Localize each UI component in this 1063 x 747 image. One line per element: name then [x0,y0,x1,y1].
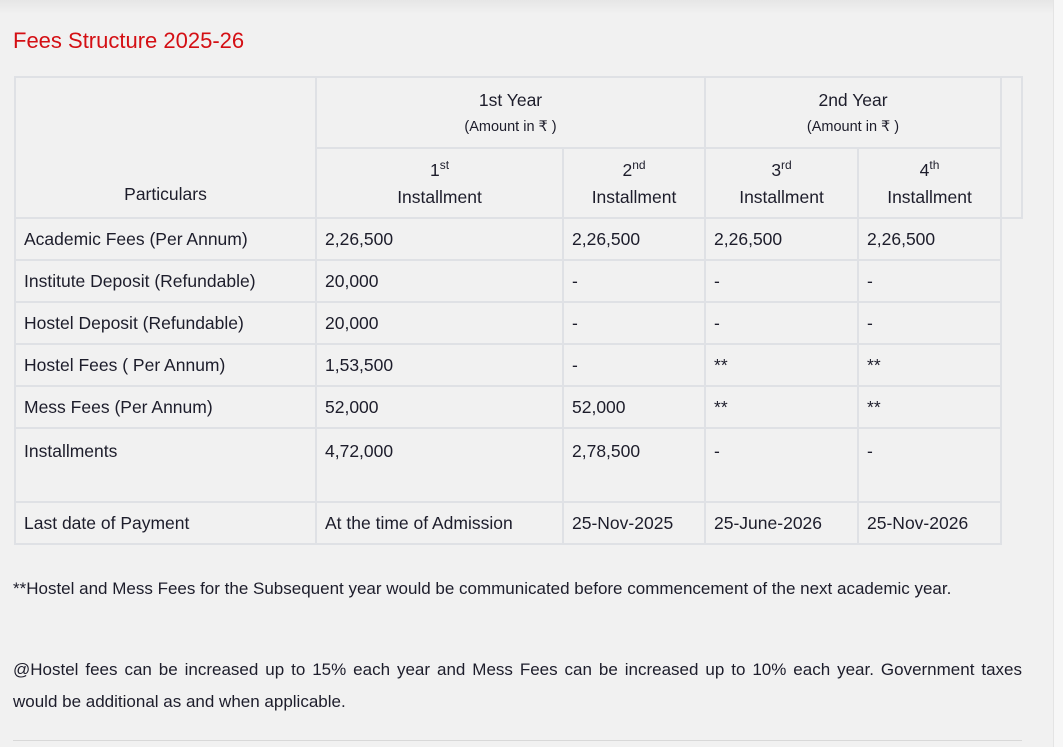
installment-label: Installment [887,186,972,207]
installment-num: 3 [771,159,782,180]
table-row [15,428,1022,502]
divider [13,740,1022,741]
table-row [15,302,1022,344]
cell-installment-1: 2,26,500 [316,218,563,260]
cell-installment-1: 4,72,000 [316,428,563,502]
installment-suffix: rd [781,158,792,173]
cell-installment-1: 1,53,500 [316,344,563,386]
row-label: Academic Fees (Per Annum) [15,218,316,260]
table-body [15,218,1022,544]
cell-installment-2: - [563,344,705,386]
cell-installment-3: ** [705,344,858,386]
header-particulars [15,77,316,218]
installment-number [622,160,645,180]
cell-installment-2: 25-Nov-2025 [563,502,705,544]
table-row [15,218,1022,260]
amount-note: (Amount in ₹ ) [806,119,900,135]
row-label: Mess Fees (Per Annum) [15,386,316,428]
cell-installment-1: 52,000 [316,386,563,428]
row-label: Hostel Fees ( Per Annum) [15,344,316,386]
cell-installment-4: ** [858,344,1001,386]
header-row-years [15,77,1022,148]
table-row [15,386,1022,428]
note-fee-increase: @Hostel fees can be increased up to 15% each year and Mess Fees can be increased up to 10% each year. Government taxes would be additional as and when applicable. [13,660,1022,711]
row-label: Last date of Payment [15,502,316,544]
cell-installment-4: - [858,260,1001,302]
cell-installment-4: - [858,428,1001,502]
header-year-2 [705,77,1001,148]
cell-installment-4: ** [858,386,1001,428]
row-label: Institute Deposit (Refundable) [15,260,316,302]
cell-installment-3: - [705,428,858,502]
installment-suffix: nd [632,158,646,173]
table-row [15,260,1022,302]
header-installment-2 [563,148,705,218]
fees-table [14,76,1023,545]
cell-installment-2: - [563,302,705,344]
table-row [15,502,1022,544]
header-year-1 [316,77,705,148]
installment-num: 4 [919,159,930,180]
year-2-label: 2nd Year [818,90,888,110]
scrollbar[interactable] [1053,0,1063,747]
cell-installment-3: - [705,302,858,344]
cell-installment-3: 25-June-2026 [705,502,858,544]
cell-installment-2: 2,26,500 [563,218,705,260]
installment-num: 2 [622,159,633,180]
header-installment-1 [316,148,563,218]
installment-suffix: th [929,158,940,173]
empty-column [1001,77,1022,218]
installment-label: Installment [397,186,482,207]
cell-installment-2: 52,000 [563,386,705,428]
cell-installment-1: At the time of Admission [316,502,563,544]
note-hostel-mess: **Hostel and Mess Fees for the Subsequent year would be communicated before commencement of the next academic year. [13,579,952,598]
year-1-label: 1st Year [478,90,543,110]
installment-suffix: st [439,158,450,173]
cell-installment-2: - [563,260,705,302]
table-row [15,344,1022,386]
page-top-shade [0,0,1063,14]
particulars-label: Particulars [124,184,207,204]
header-installment-3 [705,148,858,218]
installment-number [771,160,791,180]
page-title: Fees Structure 2025-26 [13,28,245,53]
installment-label: Installment [739,186,824,207]
cell-installment-4: - [858,302,1001,344]
installment-num: 1 [429,159,440,180]
cell-installment-3: 2,26,500 [705,218,858,260]
cell-installment-2: 2,78,500 [563,428,705,502]
amount-note: (Amount in ₹ ) [464,119,557,135]
cell-installment-3: ** [705,386,858,428]
cell-installment-3: - [705,260,858,302]
cell-installment-4: 25-Nov-2026 [858,502,1001,544]
installment-number [920,160,940,180]
installment-number [430,160,449,180]
row-label: Installments [15,428,316,502]
header-installment-4 [858,148,1001,218]
cell-installment-1: 20,000 [316,302,563,344]
installment-label: Installment [591,186,677,207]
cell-installment-4: 2,26,500 [858,218,1001,260]
row-label: Hostel Deposit (Refundable) [15,302,316,344]
cell-installment-1: 20,000 [316,260,563,302]
